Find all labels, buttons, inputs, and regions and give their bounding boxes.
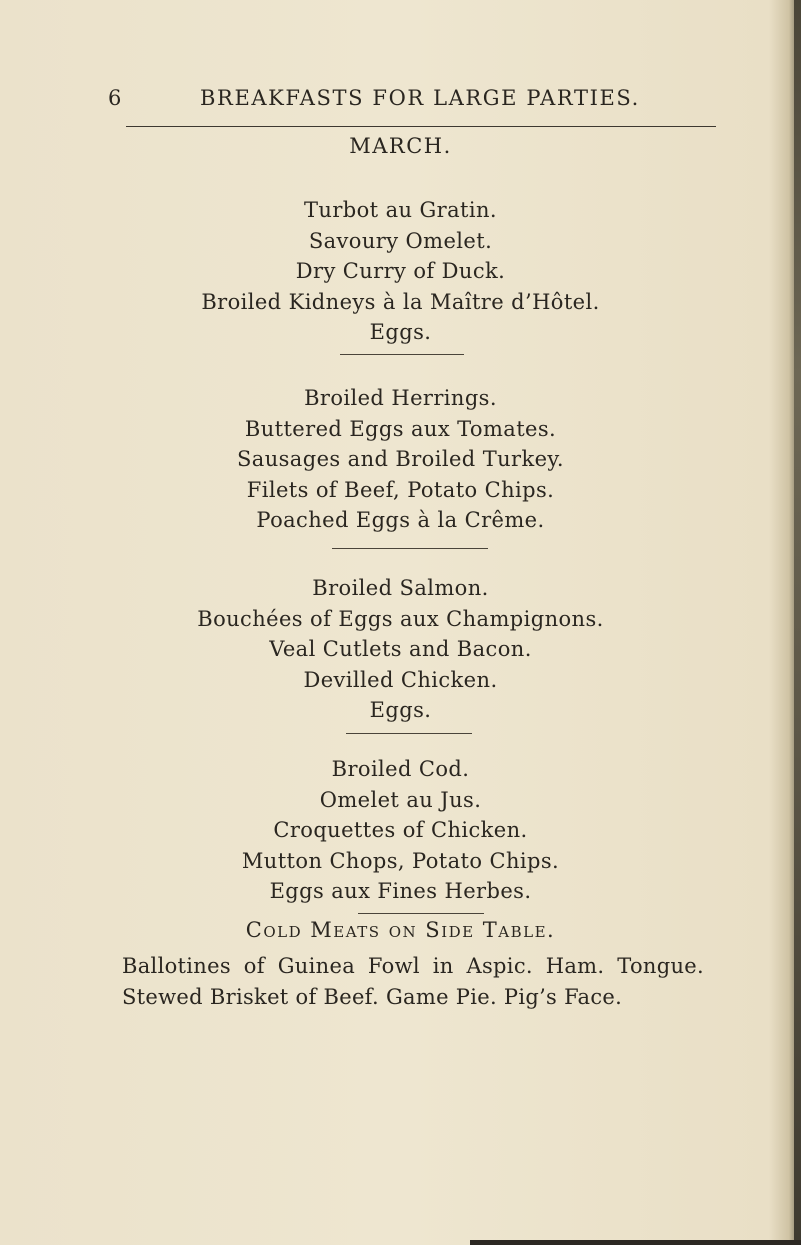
page-bottom-edge (470, 1240, 801, 1245)
section-title: MARCH. (349, 134, 452, 158)
header-rule (126, 126, 716, 127)
menu-item: Savoury Omelet. (308, 228, 493, 253)
cold-meats-heading: Cold Meats on Side Table. (245, 918, 556, 942)
menu-item: Broiled Herrings. (304, 386, 497, 410)
menu-item: Veal Cutlets and Bacon. (269, 637, 532, 661)
menu-item: Bouchées of Eggs aux Champignons. (197, 606, 604, 631)
menu-group-2 (0, 383, 801, 536)
menu-item: Poached Eggs à la Crême. (256, 508, 545, 532)
menu-item: Sausages and Broiled Turkey. (237, 447, 564, 471)
separator-rule (332, 548, 488, 549)
menu-item: Filets of Beef, Potato Chips. (246, 477, 555, 502)
menu-item: Eggs. (369, 698, 432, 722)
separator-rule (346, 733, 472, 734)
menu-item: Broiled Salmon. (312, 576, 489, 600)
separator-rule (358, 913, 484, 914)
menu-group-3 (0, 573, 801, 726)
menu-item: Broiled Cod. (331, 757, 470, 781)
menu-item: Buttered Eggs aux Tomates. (244, 416, 557, 441)
menu-item: Mutton Chops, Potato Chips. (241, 848, 560, 873)
menu-item: Dry Curry of Duck. (295, 259, 506, 283)
menu-item: Croquettes of Chicken. (273, 818, 528, 842)
menu-group-4 (0, 754, 801, 907)
separator-rule (340, 354, 464, 355)
running-head: BREAKFASTS FOR LARGE PARTIES. (200, 86, 640, 110)
menu-group-1 (0, 195, 801, 348)
cold-meats-body: Ballotines of Guinea Fowl in Aspic. Ham. Tongue. Stewed Brisket of Beef. Game Pie. Pig’s Face. (122, 954, 704, 1009)
menu-item: Eggs aux Fines Herbes. (269, 879, 532, 903)
menu-item: Broiled Kidneys à la Maître d’Hôtel. (201, 289, 600, 314)
menu-item: Omelet au Jus. (319, 787, 482, 812)
menu-item: Devilled Chicken. (303, 667, 498, 692)
page-header (0, 86, 801, 116)
menu-item: Eggs. (369, 320, 432, 344)
menu-item: Turbot au Gratin. (304, 198, 497, 222)
page-number: 6 (108, 86, 123, 110)
